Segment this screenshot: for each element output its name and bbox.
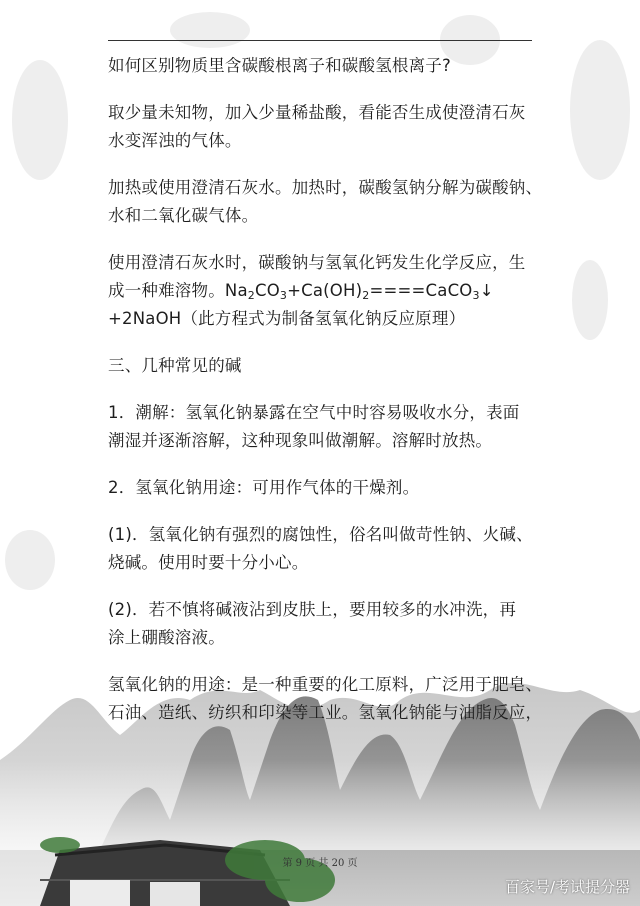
source-watermark: 百家号/考试提分器 (504, 878, 630, 896)
method1-line2: 水变浑浊的气体。 (108, 131, 242, 150)
eq-text-a: 成一种难溶物。Na (108, 281, 248, 300)
eq-text-b: CO (254, 281, 280, 300)
page-footer: 第 9 页 共 20 页 (282, 858, 358, 869)
eq-sub-c: 2 (362, 289, 370, 302)
item1-line1: 1．潮解：氢氧化钠暴露在空气中时容易吸收水分，表面 (108, 403, 520, 422)
mist (0, 760, 640, 850)
item5-line2: 石油、造纸、纺织和印染等工业。氢氧化钠能与油脂反应， (108, 703, 543, 722)
section-title-text: 三、几种常见的碱 (108, 356, 242, 375)
method1-paragraph (108, 99, 548, 155)
eq-sub-d: 3 (472, 289, 480, 302)
item3-paragraph (108, 521, 548, 577)
method1-line1: 取少量未知物，加入少量稀盐酸，看能否生成使澄清石灰 (108, 103, 526, 122)
question-paragraph (108, 52, 548, 80)
item1-paragraph (108, 399, 548, 455)
item1-line2: 潮湿并逐渐溶解，这种现象叫做潮解。溶解时放热。 (108, 431, 493, 450)
item4-paragraph (108, 596, 548, 652)
method3-line2-equation (108, 277, 548, 305)
method3-line3: +2NaOH（此方程式为制备氢氧化钠反应原理） (108, 309, 466, 328)
eq-text-d: ====CaCO (369, 281, 473, 300)
question-line: 如何区别物质里含碳酸根离子和碳酸氢根离子? (108, 56, 451, 75)
item2-line1: 2．氢氧化钠用途：可用作气体的干燥剂。 (108, 478, 420, 497)
eq-sub-b: 3 (279, 289, 288, 302)
item5-paragraph (108, 671, 548, 727)
method2-paragraph (108, 174, 548, 230)
item2-paragraph (108, 474, 548, 502)
header-rule (108, 40, 532, 41)
item3-line1: (1)．氢氧化钠有强烈的腐蚀性，俗名叫做苛性钠、火碱、 (108, 525, 533, 544)
method3-line1: 使用澄清石灰水时，碳酸钠与氢氧化钙发生化学反应，生 (108, 253, 526, 272)
eq-text-c: +Ca(OH) (287, 281, 363, 300)
item5-line1: 氢氧化钠的用途：是一种重要的化工原料，广泛用于肥皂、 (108, 675, 543, 694)
item4-line1: (2)．若不慎将碱液沾到皮肤上，要用较多的水冲洗，再 (108, 600, 517, 619)
precipitate-arrow-icon: ↓ (479, 281, 494, 300)
method3-paragraph (108, 249, 548, 333)
item4-line2: 涂上硼酸溶液。 (108, 628, 225, 647)
method2-line1: 加热或使用澄清石灰水。加热时，碳酸氢钠分解为碳酸钠、 (108, 178, 543, 197)
section-title (108, 352, 548, 380)
method2-line2: 水和二氧化碳气体。 (108, 206, 259, 225)
document-body (108, 52, 548, 746)
item3-line2: 烧碱。使用时要十分小心。 (108, 553, 309, 572)
eq-sub-a: 2 (247, 289, 255, 302)
